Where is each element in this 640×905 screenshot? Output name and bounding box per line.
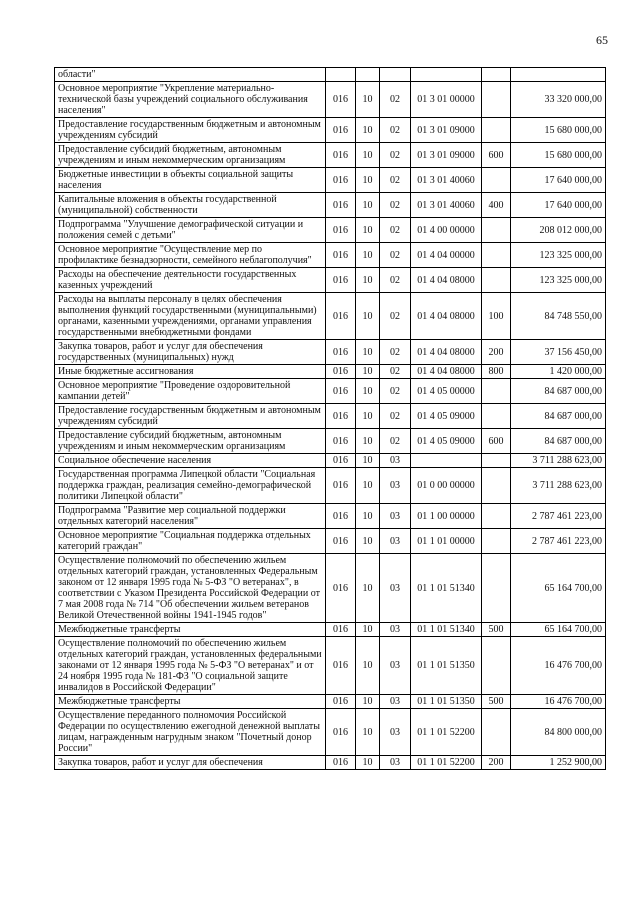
- row-name-cell: Основное мероприятие "Укрепление материально-технической базы учреждений социального обслуживания населения": [55, 82, 326, 118]
- row-name-cell: Основное мероприятие "Проведение оздоровительной кампании детей": [55, 379, 326, 404]
- table-row: [55, 82, 606, 118]
- table-row: [55, 118, 606, 143]
- row-amount-cell: 15 680 000,00: [511, 143, 606, 168]
- row-expense-type-cell: 200: [482, 756, 511, 770]
- row-expense-type-cell: 500: [482, 695, 511, 709]
- table-row: [55, 454, 606, 468]
- row-section-code-cell: 10: [356, 756, 380, 770]
- table-row: [55, 554, 606, 623]
- row-subsection-code-cell: 03: [380, 554, 411, 623]
- row-section-code-cell: 10: [356, 293, 380, 340]
- table-row: [55, 504, 606, 529]
- row-expense-type-cell: 100: [482, 293, 511, 340]
- row-section-code-cell: 10: [356, 554, 380, 623]
- row-section-code-cell: 10: [356, 709, 380, 756]
- row-target-article-cell: 01 1 01 51340: [411, 623, 482, 637]
- row-name-cell: Государственная программа Липецкой области "Социальная поддержка граждан, реализация семейно-демографической политики Липецкой области": [55, 468, 326, 504]
- row-ministry-code-cell: 016: [326, 504, 356, 529]
- row-subsection-code-cell: 02: [380, 118, 411, 143]
- row-section-code-cell: 10: [356, 637, 380, 695]
- row-subsection-code-cell: 03: [380, 504, 411, 529]
- row-section-code-cell: 10: [356, 340, 380, 365]
- row-ministry-code-cell: 016: [326, 429, 356, 454]
- row-name-cell: Межбюджетные трансферты: [55, 623, 326, 637]
- row-subsection-code-cell: 03: [380, 468, 411, 504]
- row-section-code-cell: 10: [356, 454, 380, 468]
- row-ministry-code-cell: 016: [326, 340, 356, 365]
- row-target-article-cell: 01 4 04 08000: [411, 340, 482, 365]
- row-expense-type-cell: [482, 709, 511, 756]
- row-target-article-cell: 01 1 01 00000: [411, 529, 482, 554]
- row-ministry-code-cell: 016: [326, 756, 356, 770]
- row-name-cell: Межбюджетные трансферты: [55, 695, 326, 709]
- row-expense-type-cell: 600: [482, 429, 511, 454]
- row-amount-cell: 123 325 000,00: [511, 243, 606, 268]
- row-ministry-code-cell: 016: [326, 709, 356, 756]
- row-amount-cell: 33 320 000,00: [511, 82, 606, 118]
- row-amount-cell: 2 787 461 223,00: [511, 504, 606, 529]
- row-target-article-cell: 01 4 04 08000: [411, 293, 482, 340]
- row-name-cell: Подпрограмма "Развитие мер социальной поддержки отдельных категорий населения": [55, 504, 326, 529]
- row-name-cell: области": [55, 68, 326, 82]
- row-subsection-code-cell: 03: [380, 454, 411, 468]
- row-subsection-code-cell: 02: [380, 429, 411, 454]
- row-subsection-code-cell: 02: [380, 82, 411, 118]
- row-ministry-code-cell: 016: [326, 293, 356, 340]
- row-amount-cell: 123 325 000,00: [511, 268, 606, 293]
- row-expense-type-cell: 400: [482, 193, 511, 218]
- row-ministry-code-cell: 016: [326, 82, 356, 118]
- row-target-article-cell: 01 4 04 08000: [411, 365, 482, 379]
- row-ministry-code-cell: 016: [326, 268, 356, 293]
- row-subsection-code-cell: 02: [380, 293, 411, 340]
- row-target-article-cell: 01 4 05 09000: [411, 404, 482, 429]
- row-amount-cell: 84 687 000,00: [511, 404, 606, 429]
- row-ministry-code-cell: 016: [326, 168, 356, 193]
- table-row: [55, 268, 606, 293]
- row-target-article-cell: [411, 68, 482, 82]
- row-target-article-cell: [411, 454, 482, 468]
- row-ministry-code-cell: 016: [326, 143, 356, 168]
- row-name-cell: Закупка товаров, работ и услуг для обеспечения: [55, 756, 326, 770]
- row-ministry-code-cell: 016: [326, 554, 356, 623]
- row-target-article-cell: 01 1 01 51350: [411, 637, 482, 695]
- row-subsection-code-cell: 03: [380, 756, 411, 770]
- row-expense-type-cell: [482, 118, 511, 143]
- row-expense-type-cell: [482, 379, 511, 404]
- row-expense-type-cell: [482, 82, 511, 118]
- row-ministry-code-cell: 016: [326, 118, 356, 143]
- row-target-article-cell: 01 1 01 52200: [411, 756, 482, 770]
- row-target-article-cell: 01 0 00 00000: [411, 468, 482, 504]
- row-target-article-cell: 01 1 01 51340: [411, 554, 482, 623]
- row-ministry-code-cell: 016: [326, 404, 356, 429]
- row-ministry-code-cell: [326, 68, 356, 82]
- row-ministry-code-cell: 016: [326, 243, 356, 268]
- row-amount-cell: 17 640 000,00: [511, 193, 606, 218]
- row-target-article-cell: 01 1 01 51350: [411, 695, 482, 709]
- row-expense-type-cell: [482, 168, 511, 193]
- row-target-article-cell: 01 3 01 40060: [411, 193, 482, 218]
- row-target-article-cell: 01 4 05 09000: [411, 429, 482, 454]
- row-name-cell: Расходы на обеспечение деятельности государственных казенных учреждений: [55, 268, 326, 293]
- row-target-article-cell: 01 3 01 40060: [411, 168, 482, 193]
- row-section-code-cell: 10: [356, 118, 380, 143]
- row-name-cell: Осуществление переданного полномочия Российской Федерации по осуществлению ежегодной денежной выплаты лицам, награжденным нагрудным знаком "Почетный донор России": [55, 709, 326, 756]
- row-name-cell: Предоставление субсидий бюджетным, автономным учреждениям и иным некоммерческим организациям: [55, 143, 326, 168]
- row-subsection-code-cell: 02: [380, 379, 411, 404]
- row-ministry-code-cell: 016: [326, 623, 356, 637]
- row-name-cell: Социальное обеспечение населения: [55, 454, 326, 468]
- row-section-code-cell: 10: [356, 468, 380, 504]
- row-subsection-code-cell: 03: [380, 623, 411, 637]
- row-amount-cell: 3 711 288 623,00: [511, 468, 606, 504]
- table-row: [55, 218, 606, 243]
- row-expense-type-cell: [482, 218, 511, 243]
- row-expense-type-cell: [482, 268, 511, 293]
- row-subsection-code-cell: 02: [380, 340, 411, 365]
- row-target-article-cell: 01 1 01 52200: [411, 709, 482, 756]
- row-section-code-cell: 10: [356, 243, 380, 268]
- row-section-code-cell: 10: [356, 623, 380, 637]
- row-expense-type-cell: 500: [482, 623, 511, 637]
- row-name-cell: Иные бюджетные ассигнования: [55, 365, 326, 379]
- table-row: [55, 623, 606, 637]
- row-amount-cell: 1 420 000,00: [511, 365, 606, 379]
- row-amount-cell: 3 711 288 623,00: [511, 454, 606, 468]
- row-amount-cell: 84 748 550,00: [511, 293, 606, 340]
- table-row: [55, 695, 606, 709]
- row-subsection-code-cell: 02: [380, 243, 411, 268]
- table-row: [55, 243, 606, 268]
- row-amount-cell: [511, 68, 606, 82]
- row-target-article-cell: 01 4 04 00000: [411, 243, 482, 268]
- row-subsection-code-cell: 03: [380, 695, 411, 709]
- row-name-cell: Расходы на выплаты персоналу в целях обеспечения выполнения функций государственными (муниципальными) органами, казенными учреждениями, органами управления государственными внебюджетными фондами: [55, 293, 326, 340]
- row-amount-cell: 84 687 000,00: [511, 429, 606, 454]
- row-name-cell: Закупка товаров, работ и услуг для обеспечения государственных (муниципальных) нужд: [55, 340, 326, 365]
- row-subsection-code-cell: 02: [380, 193, 411, 218]
- row-target-article-cell: 01 1 00 00000: [411, 504, 482, 529]
- row-expense-type-cell: 200: [482, 340, 511, 365]
- row-subsection-code-cell: 02: [380, 168, 411, 193]
- row-ministry-code-cell: 016: [326, 379, 356, 404]
- table-row: [55, 429, 606, 454]
- row-section-code-cell: 10: [356, 193, 380, 218]
- row-expense-type-cell: [482, 68, 511, 82]
- row-amount-cell: 16 476 700,00: [511, 695, 606, 709]
- row-amount-cell: 17 640 000,00: [511, 168, 606, 193]
- row-subsection-code-cell: 03: [380, 529, 411, 554]
- row-target-article-cell: 01 3 01 09000: [411, 143, 482, 168]
- row-amount-cell: 84 687 000,00: [511, 379, 606, 404]
- row-target-article-cell: 01 3 01 00000: [411, 82, 482, 118]
- row-subsection-code-cell: 02: [380, 268, 411, 293]
- row-expense-type-cell: [482, 637, 511, 695]
- table-row: [55, 756, 606, 770]
- table-row: [55, 637, 606, 695]
- table-row: [55, 193, 606, 218]
- row-ministry-code-cell: 016: [326, 637, 356, 695]
- row-name-cell: Осуществление полномочий по обеспечению жильем отдельных категорий граждан, установленных Федеральным законом от 12 января 1995 года № 5-ФЗ "О ветеранах", в соответствии с Указом Президента Российской Федерации от 7 мая 2008 года № 714 "Об обеспечении жильем ветеранов Великой Отечественной войны 1941-1945 годов": [55, 554, 326, 623]
- row-expense-type-cell: [482, 404, 511, 429]
- row-expense-type-cell: [482, 468, 511, 504]
- row-name-cell: Бюджетные инвестиции в объекты социальной защиты населения: [55, 168, 326, 193]
- table-row: [55, 68, 606, 82]
- row-section-code-cell: 10: [356, 404, 380, 429]
- row-amount-cell: 37 156 450,00: [511, 340, 606, 365]
- row-ministry-code-cell: 016: [326, 365, 356, 379]
- row-section-code-cell: 10: [356, 379, 380, 404]
- row-subsection-code-cell: 02: [380, 404, 411, 429]
- row-section-code-cell: 10: [356, 365, 380, 379]
- row-target-article-cell: 01 3 01 09000: [411, 118, 482, 143]
- row-expense-type-cell: [482, 529, 511, 554]
- table-row: [55, 168, 606, 193]
- row-section-code-cell: [356, 68, 380, 82]
- row-expense-type-cell: [482, 554, 511, 623]
- row-ministry-code-cell: 016: [326, 193, 356, 218]
- row-amount-cell: 65 164 700,00: [511, 623, 606, 637]
- row-amount-cell: 16 476 700,00: [511, 637, 606, 695]
- row-section-code-cell: 10: [356, 504, 380, 529]
- row-subsection-code-cell: 03: [380, 709, 411, 756]
- row-amount-cell: 2 787 461 223,00: [511, 529, 606, 554]
- table-row: [55, 468, 606, 504]
- row-name-cell: Подпрограмма "Улучшение демографической ситуации и положения семей с детьми": [55, 218, 326, 243]
- row-amount-cell: 65 164 700,00: [511, 554, 606, 623]
- row-section-code-cell: 10: [356, 218, 380, 243]
- row-ministry-code-cell: 016: [326, 454, 356, 468]
- row-ministry-code-cell: 016: [326, 529, 356, 554]
- row-subsection-code-cell: 02: [380, 365, 411, 379]
- row-section-code-cell: 10: [356, 168, 380, 193]
- row-section-code-cell: 10: [356, 695, 380, 709]
- table-row: [55, 529, 606, 554]
- row-target-article-cell: 01 4 04 08000: [411, 268, 482, 293]
- row-name-cell: Предоставление государственным бюджетным и автономным учреждениям субсидий: [55, 118, 326, 143]
- row-amount-cell: 15 680 000,00: [511, 118, 606, 143]
- row-ministry-code-cell: 016: [326, 695, 356, 709]
- row-amount-cell: 84 800 000,00: [511, 709, 606, 756]
- row-name-cell: Основное мероприятие "Социальная поддержка отдельных категорий граждан": [55, 529, 326, 554]
- table-row: [55, 340, 606, 365]
- row-amount-cell: 208 012 000,00: [511, 218, 606, 243]
- row-name-cell: Осуществление полномочий по обеспечению жильем отдельных категорий граждан, установленных федеральными законами от 12 января 1995 года № 5-ФЗ "О ветеранах" и от 24 ноября 1995 года № 181-ФЗ "О социальной защите инвалидов в Российской Федерации": [55, 637, 326, 695]
- row-subsection-code-cell: 02: [380, 143, 411, 168]
- row-ministry-code-cell: 016: [326, 218, 356, 243]
- table-row: [55, 379, 606, 404]
- table-row: [55, 709, 606, 756]
- row-subsection-code-cell: 02: [380, 218, 411, 243]
- row-name-cell: Предоставление государственным бюджетным и автономным учреждениям субсидий: [55, 404, 326, 429]
- row-expense-type-cell: [482, 504, 511, 529]
- row-subsection-code-cell: 03: [380, 637, 411, 695]
- row-section-code-cell: 10: [356, 429, 380, 454]
- row-expense-type-cell: 600: [482, 143, 511, 168]
- table-row: [55, 365, 606, 379]
- budget-table: [54, 67, 606, 770]
- row-amount-cell: 1 252 900,00: [511, 756, 606, 770]
- page-number: 65: [596, 33, 608, 47]
- table-row: [55, 143, 606, 168]
- row-section-code-cell: 10: [356, 529, 380, 554]
- row-target-article-cell: 01 4 00 00000: [411, 218, 482, 243]
- row-ministry-code-cell: 016: [326, 468, 356, 504]
- row-section-code-cell: 10: [356, 143, 380, 168]
- row-expense-type-cell: 800: [482, 365, 511, 379]
- row-section-code-cell: 10: [356, 82, 380, 118]
- row-name-cell: Предоставление субсидий бюджетным, автономным учреждениям и иным некоммерческим организациям: [55, 429, 326, 454]
- row-name-cell: Капитальные вложения в объекты государственной (муниципальной) собственности: [55, 193, 326, 218]
- row-target-article-cell: 01 4 05 00000: [411, 379, 482, 404]
- row-subsection-code-cell: [380, 68, 411, 82]
- row-expense-type-cell: [482, 454, 511, 468]
- table-row: [55, 404, 606, 429]
- table-row: [55, 293, 606, 340]
- row-name-cell: Основное мероприятие "Осуществление мер по профилактике безнадзорности, семейного неблагополучия": [55, 243, 326, 268]
- row-expense-type-cell: [482, 243, 511, 268]
- row-section-code-cell: 10: [356, 268, 380, 293]
